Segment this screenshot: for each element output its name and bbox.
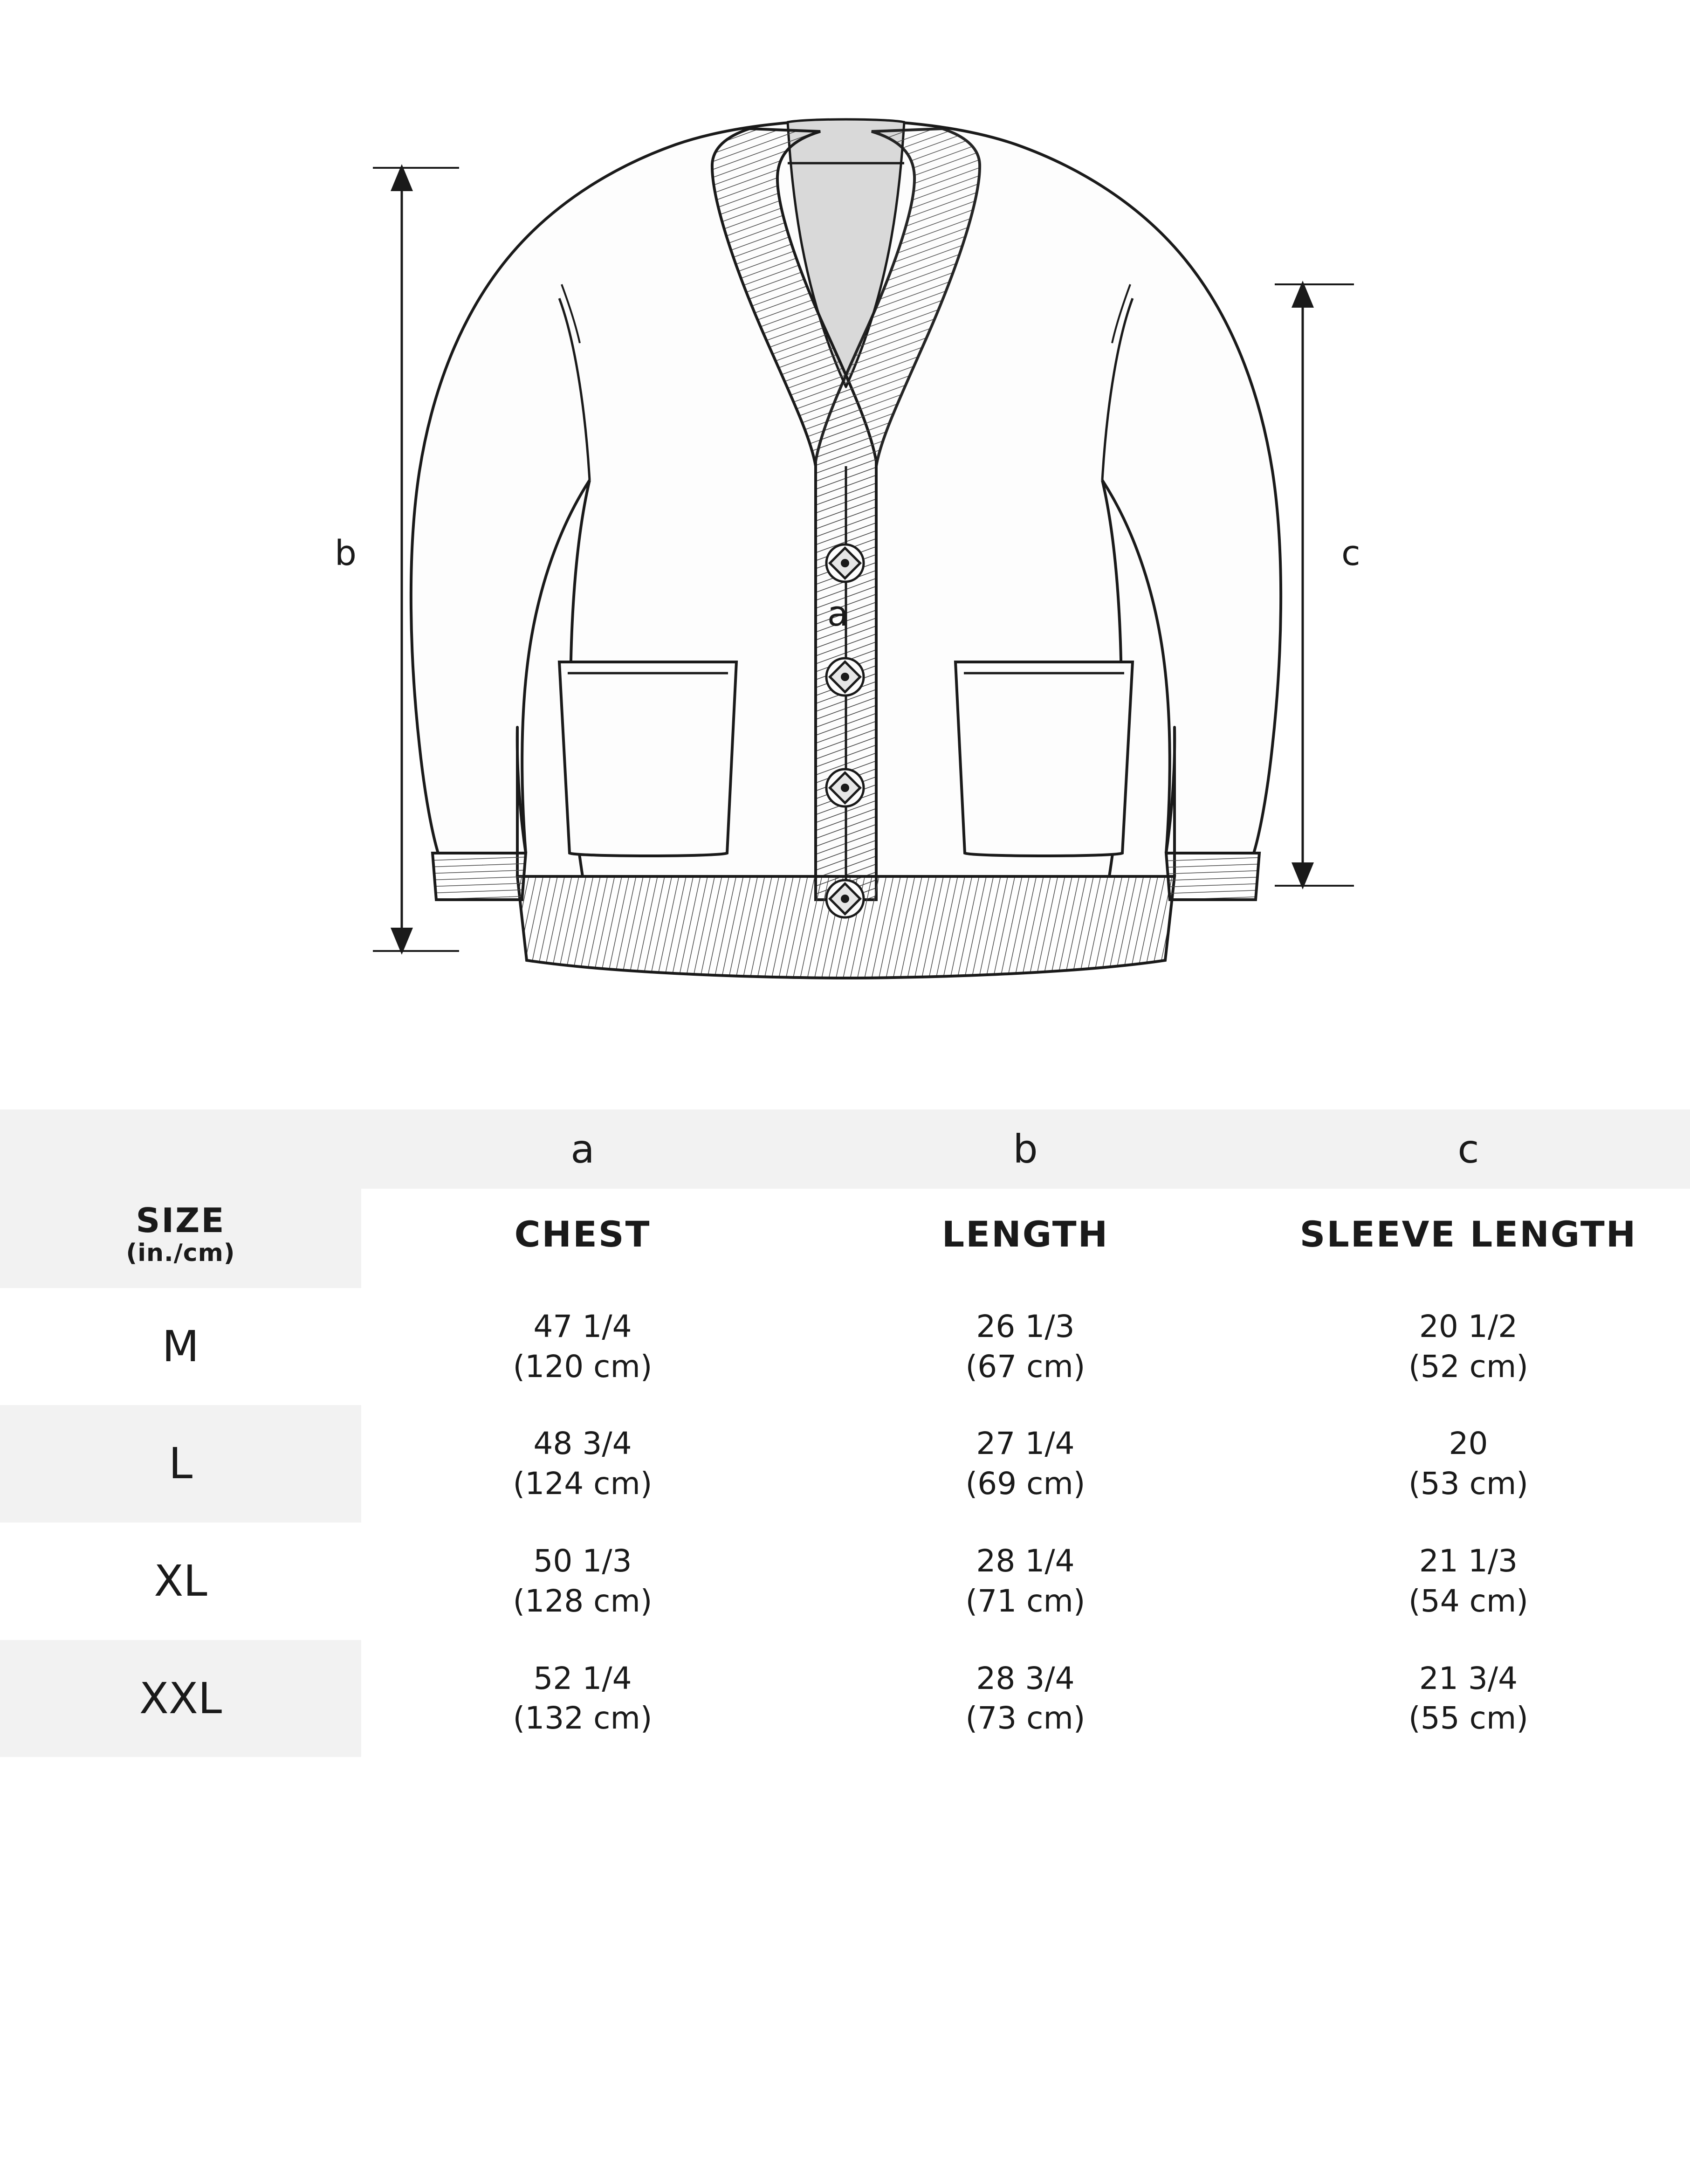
value-in: 27 1/4 bbox=[976, 1426, 1075, 1462]
value-cm: (67 cm) bbox=[965, 1348, 1085, 1385]
value-in: 20 1/2 bbox=[1419, 1308, 1518, 1344]
value-cm: (54 cm) bbox=[1408, 1583, 1529, 1619]
value-in: 50 1/3 bbox=[533, 1543, 632, 1579]
value-in: 21 3/4 bbox=[1419, 1660, 1518, 1696]
value-cm: (132 cm) bbox=[513, 1700, 653, 1736]
value-in: 48 3/4 bbox=[533, 1426, 632, 1462]
value-cm: (71 cm) bbox=[965, 1583, 1085, 1619]
dimension-letter-row bbox=[0, 1109, 1690, 1189]
cell-sleeve-xl bbox=[1247, 1523, 1690, 1640]
dimension-label-c: c bbox=[1341, 533, 1360, 573]
table-row bbox=[0, 1523, 1690, 1640]
cell-length-l bbox=[804, 1405, 1247, 1523]
cell-length-xxl bbox=[804, 1640, 1247, 1757]
header-size-sub: (in./cm) bbox=[126, 1239, 235, 1267]
row-size-xl: XL bbox=[0, 1523, 361, 1640]
table-header-row bbox=[0, 1189, 1690, 1288]
header-size-main: SIZE bbox=[136, 1201, 226, 1240]
value-in: 28 1/4 bbox=[976, 1543, 1075, 1579]
dimension-label-b: b bbox=[335, 533, 357, 573]
value-in: 21 1/3 bbox=[1419, 1543, 1518, 1579]
cell-length-xl bbox=[804, 1523, 1247, 1640]
cell-chest-l bbox=[361, 1405, 804, 1523]
row-size-xxl: XXL bbox=[0, 1640, 361, 1757]
value-cm: (73 cm) bbox=[965, 1700, 1085, 1736]
value-cm: (120 cm) bbox=[513, 1348, 653, 1385]
value-in: 52 1/4 bbox=[533, 1660, 632, 1696]
dimension-line-c bbox=[1275, 281, 1354, 889]
table-row bbox=[0, 1640, 1690, 1757]
size-chart-table-wrapper bbox=[0, 1109, 1690, 1757]
letter-cell-c: c bbox=[1247, 1109, 1690, 1189]
value-cm: (124 cm) bbox=[513, 1466, 653, 1502]
cell-sleeve-l bbox=[1247, 1405, 1690, 1523]
button-4 bbox=[826, 880, 864, 917]
cell-chest-m bbox=[361, 1288, 804, 1405]
value-cm: (69 cm) bbox=[965, 1466, 1085, 1502]
value-cm: (52 cm) bbox=[1408, 1348, 1529, 1385]
value-in: 47 1/4 bbox=[533, 1308, 632, 1344]
button-3 bbox=[826, 769, 864, 806]
row-size-l: L bbox=[0, 1405, 361, 1523]
cell-chest-xl bbox=[361, 1523, 804, 1640]
value-cm: (128 cm) bbox=[513, 1583, 653, 1619]
value-in: 26 1/3 bbox=[976, 1308, 1075, 1344]
letter-cell-b: b bbox=[804, 1109, 1247, 1189]
header-length: LENGTH bbox=[804, 1189, 1247, 1288]
row-size-m: M bbox=[0, 1288, 361, 1405]
table-row bbox=[0, 1288, 1690, 1405]
letter-cell-empty bbox=[0, 1109, 361, 1189]
size-chart-table bbox=[0, 1109, 1690, 1757]
value-cm: (55 cm) bbox=[1408, 1700, 1529, 1736]
cell-sleeve-xxl bbox=[1247, 1640, 1690, 1757]
table-row bbox=[0, 1405, 1690, 1523]
letter-cell-a: a bbox=[361, 1109, 804, 1189]
button-2 bbox=[826, 658, 864, 696]
cell-length-m bbox=[804, 1288, 1247, 1405]
header-chest: CHEST bbox=[361, 1189, 804, 1288]
value-in: 20 bbox=[1449, 1426, 1488, 1462]
header-size bbox=[0, 1189, 361, 1288]
value-in: 28 3/4 bbox=[976, 1660, 1075, 1696]
cell-sleeve-m bbox=[1247, 1288, 1690, 1405]
cell-chest-xxl bbox=[361, 1640, 804, 1757]
header-sleeve-length: SLEEVE LENGTH bbox=[1247, 1189, 1690, 1288]
dimension-label-a: a bbox=[827, 594, 849, 634]
value-cm: (53 cm) bbox=[1408, 1466, 1529, 1502]
button-1 bbox=[826, 544, 864, 582]
